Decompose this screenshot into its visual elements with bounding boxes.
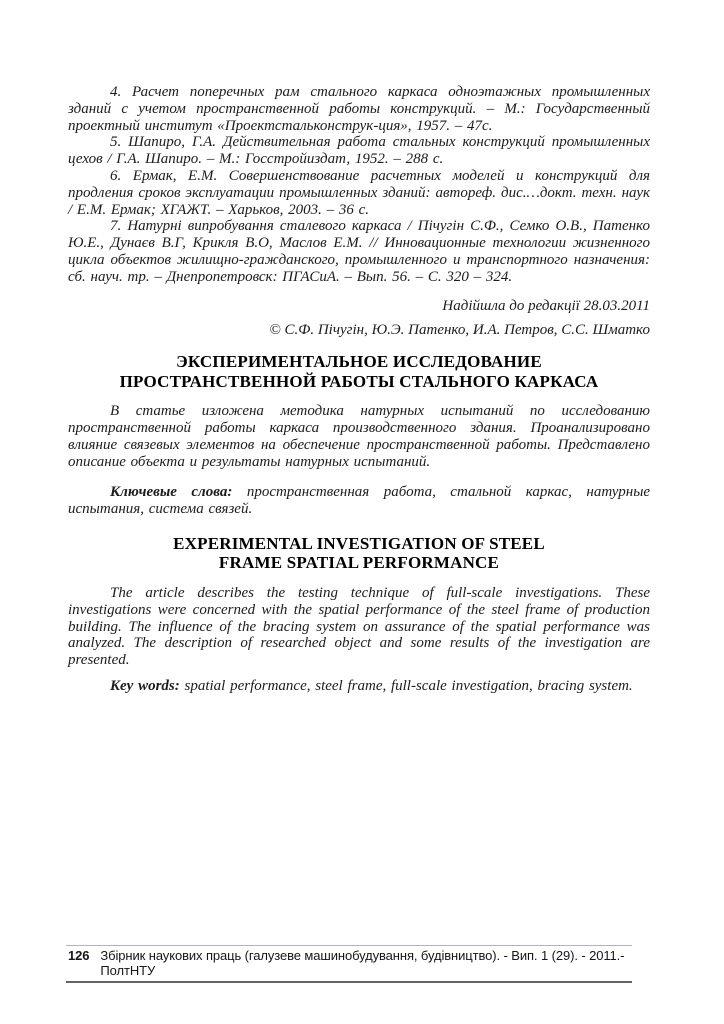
keywords-en (68, 678, 650, 695)
article-title-en-line2: FRAME SPATIAL PERFORMANCE (218, 553, 500, 573)
reference-item-4: 4. Расчет поперечных рам стального каркаса одноэтажных промышленных зданий с учетом пространственной работы конструкций. – М.: Государственный проектный институт «Проектстальконструк-ция», 1957. – 47с. (68, 84, 650, 134)
reference-item-5: 5. Шапиро, Г.А. Действительная работа стальных конструкций промышленных цехов / Г.А. Шапиро. – М.: Госстройиздат, 1952. – 288 с. (68, 134, 650, 168)
abstract-en: The article describes the testing technique of full-scale investigations. These investigations were concerned with the spatial performance of the steel frame of production building. The influence of the bracing system on assurance of the spatial performance was analyzed. The description of researched object and some results of the investigation are presented. (68, 584, 650, 669)
article-title-ru-line2: ПРОСТРАНСТВЕННОЙ РАБОТЫ СТАЛЬНОГО КАРКАСА (119, 371, 599, 391)
article-title-ru-line1: ЭКСПЕРИМЕНТАЛЬНОЕ ИССЛЕДОВАНИЕ (176, 352, 542, 372)
keywords-ru-text: пространственная работа, стальной каркас, натурные испытания, система связей. (68, 484, 651, 518)
reference-item-7: 7. Натурні випробування сталевого каркаса / Пічугін С.Ф., Семко О.В., Патенко Ю.Е., Дунаєв В.Г, Крикля В.О, Маслов Е.М. // Инновационные технологии жизненного цикла объектов жилищно-гражданского, промышленного и транспортного назначения: сб. науч. тр. – Днепропетровск: ПГАСиА. – Вып. 56. – С. 320 – 324. (68, 218, 650, 285)
keywords-ru (68, 484, 650, 518)
article-title-en (68, 534, 650, 573)
reference-list (68, 84, 650, 286)
journal-citation-line: Збірник наукових праць (галузеве машинобудування, будівництво). - Вип. 1 (29). - 2011.-ПолтНТУ (100, 948, 625, 978)
keywords-ru-label: Ключевые слова: (110, 484, 233, 501)
journal-footer (66, 945, 632, 983)
article-title-en-line1: EXPERIMENTAL INVESTIGATION OF STEEL (173, 533, 545, 553)
keywords-en-label: Key words: (110, 677, 180, 694)
copyright-authors-line: © С.Ф. Пічугін, Ю.Э. Патенко, И.А. Петров, С.С. Шматко (269, 322, 650, 339)
abstract-ru: В статье изложена методика натурных испытаний по исследованию пространственной работы каркаса производственного здания. Проанализировано влияние связевых элементов на обеспечение пространственной работы. Представлено описание объекта и результаты натурных испытаний. (68, 403, 650, 470)
page-number: 126 (68, 948, 90, 963)
received-date-line: Надійшла до редакції 28.03.2011 (442, 297, 650, 314)
article-back-matter (68, 84, 650, 695)
keywords-en-text: spatial performance, steel frame, full-scale investigation, bracing system. (184, 677, 633, 694)
article-title-ru (68, 352, 650, 391)
reference-item-6: 6. Ермак, Е.М. Совершенствование расчетных моделей и конструкций для продления сроков эксплуатации промышленных зданий: автореф. дис.…докт. техн. наук / Е.М. Ермак; ХГАЖТ. – Харьков, 2003. – 36 с. (68, 167, 650, 218)
